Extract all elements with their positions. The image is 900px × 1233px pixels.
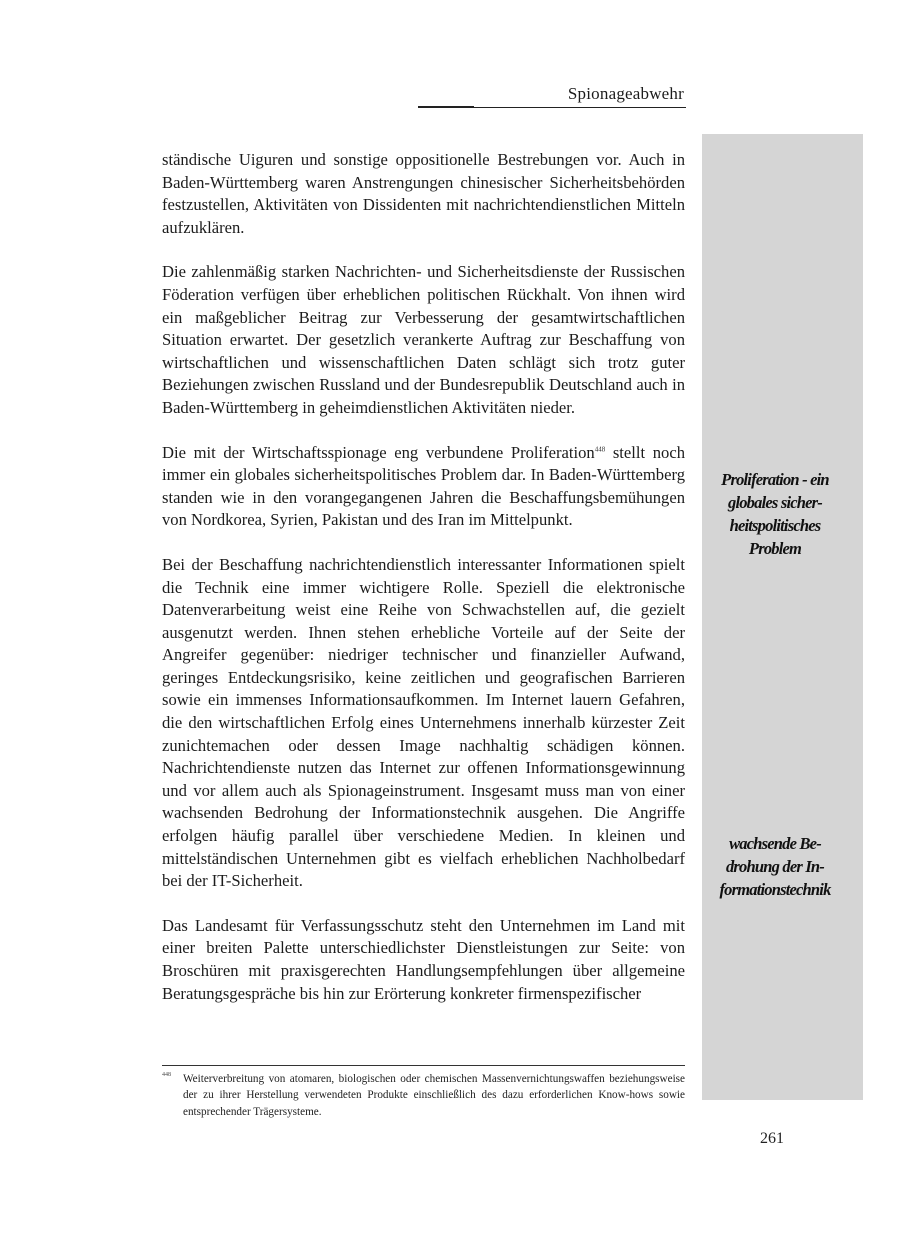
footnote-number: 448 <box>162 1072 171 1078</box>
paragraph-uiguren: ständische Uiguren und sonstige oppositionelle Bestrebungen vor. Auch in Baden-Württemberg waren Anstrengungen chinesischer Sicherheitsbehörden festzustellen, Aktivitäten von Dissidenten mit nachrichtendienstlichen Mitteln aufzuklären. <box>162 150 685 237</box>
paragraph-technology: Bei der Beschaffung nachrichtendienstlich interessanter Informationen spielt die Technik eine immer wichtigere Rolle. Speziell die elektronische Datenverarbeitung weist eine Reihe von Schwachstellen auf, die gezielt ausgenutzt werden. Ihnen stehen erhebliche Vorteile auf der Seite der Angreifer gegenüber: niedriger technischer und finanzieller Aufwand, geringes Entdeckungsrisiko, keine zeitlichen und geografischen Barrieren sowie ein immenses Informationsaufkommen. Im Internet lauern Gefahren, die den wirtschaftlichen Erfolg eines Unternehmens innerhalb kürzester Zeit zunichtemachen oder dessen Image nachhaltig schädigen können. Nachrichtendienste nutzen das Internet zur offenen Informationsgewinnung und vor allem auch als Spionageinstrument. Insgesamt muss man von einer wachsenden Bedrohung der Informationstechnik ausgehen. Die Angriffe erfolgen häufig parallel über verschiedene Medien. In kleinen und mittelständischen Unternehmen gibt es vielfach erheblichen Nachholbedarf bei der IT-Sicherheit. <box>162 554 685 891</box>
header-rule-accent <box>418 106 474 108</box>
margin-note-line: globales sicher- <box>728 493 822 512</box>
margin-note-line: wachsende Be- <box>729 834 821 853</box>
footnote-divider <box>162 1065 685 1066</box>
margin-note-line: heitspolitisches <box>729 516 821 535</box>
paragraph-russia: Die zahlenmäßig starken Nachrichten- und Sicherheitsdienste der Russischen Föderation verfügen über erheblichen politischen Rückhalt. Von ihnen wird ein maßgeblicher Beitrag zur Verbesserung der gesamtwirtschaftlichen Situation erwartet. Der gesetzlich verankerte Auftrag zur Beschaffung von wirtschaftlichen und wissenschaftlichen Daten schlägt sich trotz guter Beziehungen zwischen Russland und der Bundesrepublik Deutschland auch in Baden-Württemberg in geheimdienstlichen Aktivitäten nieder. <box>162 262 685 417</box>
page-number: 261 <box>760 1130 784 1147</box>
body-text <box>162 149 685 1027</box>
paragraph-services: Das Landesamt für Verfassungsschutz steht den Unternehmen im Land mit einer breiten Palette unterschiedlichster Dienstleistungen zur Seite: von Broschüren mit praxisgerechten Handlungsempfehlungen über allgemeine Beratungsgespräche bis hin zur Erörterung konkreter firmenspezifischer <box>162 915 685 1003</box>
running-title: Spionageabwehr <box>567 84 684 103</box>
proliferation-text-start: Die mit der Wirtschaftsspionage eng verbundene Proliferation <box>162 442 595 462</box>
margin-note-it-threat <box>702 832 848 901</box>
margin-note-line: formationstechnik <box>719 880 831 899</box>
margin-note-line: Proliferation - ein <box>721 470 829 489</box>
margin-note-line: drohung der In- <box>725 857 825 876</box>
footnote-reference[interactable]: 448 <box>594 445 606 453</box>
footnote-text: Weiterverbreitung von atomaren, biologischen oder chemischen Massenvernichtungswaffen beziehungsweise der zu ihrer Herstellung verwendeten Produkte einschließlich des dazu erforderlichen Know-hows sowie entsprechender Trägersysteme. <box>183 1073 685 1118</box>
margin-note-proliferation <box>702 468 848 560</box>
margin-note-line: Problem <box>748 539 802 558</box>
footnote <box>162 1071 685 1120</box>
margin-bar <box>702 134 863 1100</box>
running-header <box>418 84 686 108</box>
proliferation-text-end: stellt noch immer ein globales sicherheitspolitisches Problem dar. In Baden-Württemberg standen wie in den vorangegangenen Jahren die Beschaffungsbemühungen von Nordkorea, Syrien, Pakistan und des Iran im Mittelpunkt. <box>162 442 685 530</box>
paragraph-proliferation <box>162 442 685 532</box>
